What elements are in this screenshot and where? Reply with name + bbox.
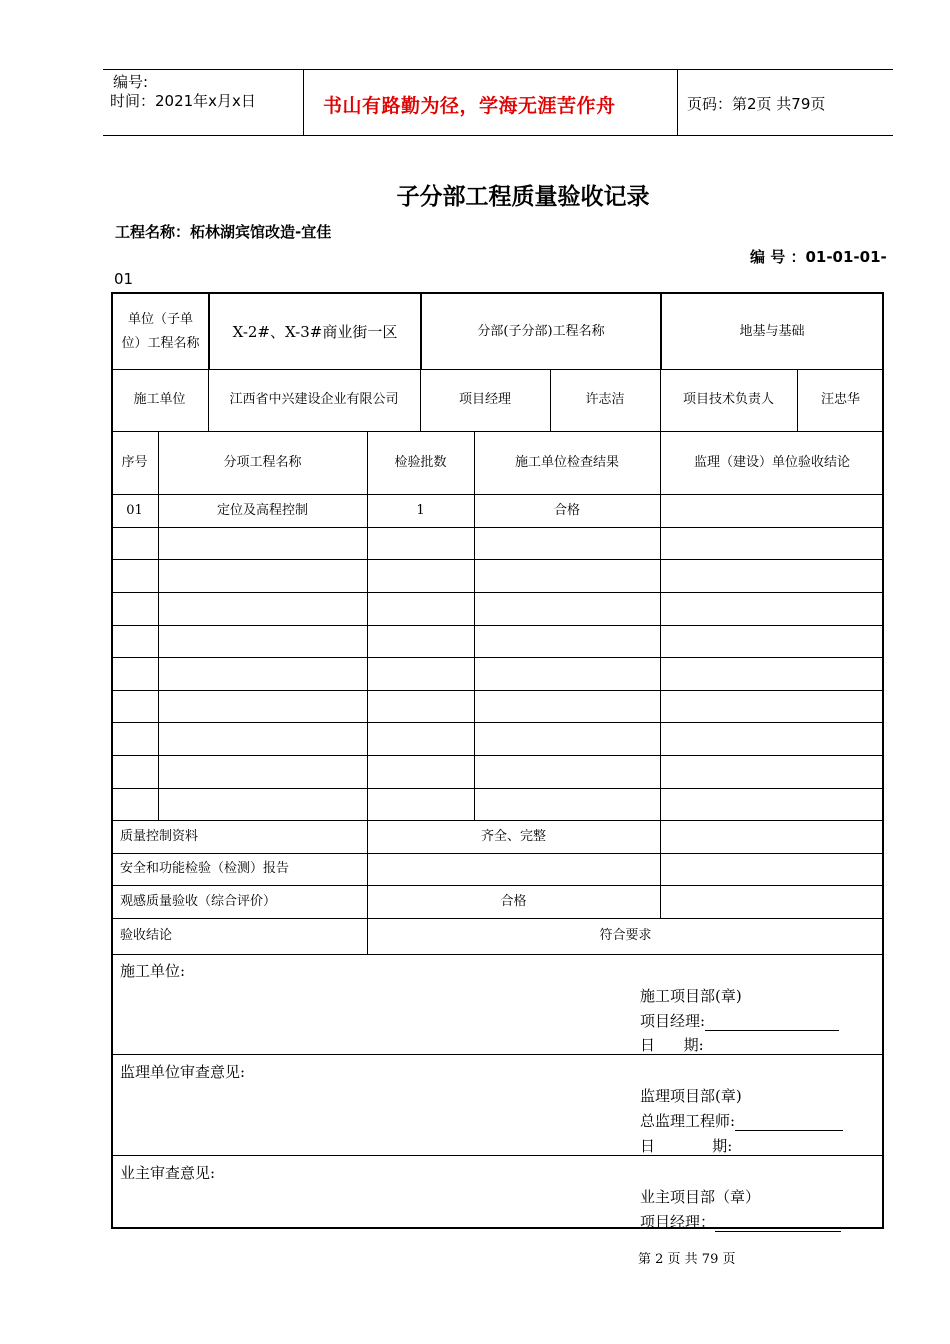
supervisor-dept-seal: 监理项目部(章)	[640, 1087, 742, 1105]
table-cell-result: 合格	[553, 502, 580, 518]
signature-line	[732, 1141, 840, 1156]
tech-lead-value: 汪忠华	[820, 392, 860, 407]
project-manager-label: 项目经理	[458, 392, 511, 407]
time-label: 时间：2021年x月x日	[110, 92, 256, 110]
owner-pm-field	[640, 1211, 841, 1232]
safety-report-label: 安全和功能检验（检测）报告	[120, 861, 290, 876]
table-rule	[111, 954, 884, 955]
table-rule	[111, 527, 884, 528]
owner-pm-label: 项目经理：	[640, 1213, 716, 1231]
quality-data-label: 质量控制资料	[120, 828, 199, 844]
acceptance-conclusion-label: 验收结论	[120, 928, 173, 943]
signature-line	[704, 1040, 838, 1055]
supervisor-sign-title: 监理单位审查意见:	[120, 1063, 246, 1081]
table-rule	[111, 788, 884, 789]
header-top-rule	[103, 69, 893, 70]
acceptance-conclusion-value: 符合要求	[599, 928, 652, 943]
supervisor-date-field	[640, 1135, 840, 1156]
col-header-seq: 序号	[121, 454, 148, 470]
header-divider	[677, 69, 678, 136]
appearance-value: 合格	[500, 893, 527, 909]
table-rule	[111, 559, 884, 560]
safety-report-value	[367, 853, 660, 885]
unit-name-label: 单位（子单位）工程名称	[121, 311, 200, 351]
signature-line	[735, 1116, 843, 1131]
contractor-dept-seal: 施工项目部(章)	[640, 987, 742, 1005]
slogan: 书山有路勤为径，学海无涯苦作舟	[323, 95, 616, 117]
col-header-batches: 检验批数	[394, 454, 447, 470]
table-rule	[111, 755, 884, 756]
table-rule	[111, 592, 884, 593]
table-rule	[111, 625, 884, 626]
contractor-date-label: 日 期:	[640, 1036, 704, 1054]
sub-project-label: 分部(子分部)工程名称	[477, 323, 605, 339]
document-number: 编 号 ：01-01-01-	[750, 248, 887, 266]
table-rule	[111, 690, 884, 691]
table-cell-name: 定位及高程控制	[216, 502, 308, 518]
contractor-date-field	[640, 1034, 838, 1055]
contractor-pm-field	[640, 1010, 839, 1031]
serial-label: 编号:	[113, 73, 149, 91]
document-number-cont: 01	[114, 270, 134, 288]
table-cell-seq: 01	[126, 502, 143, 518]
appearance-label: 观感质量验收（综合评价）	[120, 893, 277, 909]
table-cell-batches: 1	[416, 502, 425, 518]
signature-line	[705, 1016, 839, 1031]
contractor-value: 江西省中兴建设企业有限公司	[229, 392, 399, 407]
contractor-label: 施工单位	[133, 392, 186, 407]
owner-dept-seal: 业主项目部（章）	[640, 1188, 761, 1206]
project-manager-value: 许志洁	[585, 392, 625, 407]
signature-line	[715, 1217, 841, 1232]
col-header-conclusion: 监理（建设）单位验收结论	[693, 454, 850, 470]
quality-data-value: 齐全、完整	[480, 828, 546, 844]
contractor-sign-title: 施工单位:	[120, 962, 186, 980]
owner-sign-title: 业主审查意见:	[120, 1164, 216, 1182]
tech-lead-label: 项目技术负责人	[682, 392, 774, 407]
document-title: 子分部工程质量验收记录	[396, 184, 650, 210]
table-rule	[111, 722, 884, 723]
page-footer: 第 2 页 共 79 页	[638, 1252, 736, 1267]
chief-engineer-label: 总监理工程师:	[640, 1112, 736, 1130]
chief-engineer-field	[640, 1110, 843, 1131]
header-divider	[303, 69, 304, 136]
col-header-name: 分项工程名称	[223, 454, 302, 470]
supervisor-date-label: 日 期:	[640, 1137, 733, 1155]
project-name: 工程名称：柘林湖宾馆改造-宜佳	[115, 223, 332, 241]
col-header-result: 施工单位检查结果	[514, 454, 619, 470]
header-bottom-rule	[103, 135, 893, 136]
sub-project-value: 地基与基础	[739, 323, 805, 339]
unit-name-value: X-2#、X-3#商业街一区	[232, 322, 398, 341]
table-cell-conclusion	[660, 494, 884, 527]
page-indicator: 页码：第2页 共79页	[687, 95, 826, 113]
table-rule	[111, 657, 884, 658]
contractor-pm-label: 项目经理:	[640, 1012, 706, 1030]
